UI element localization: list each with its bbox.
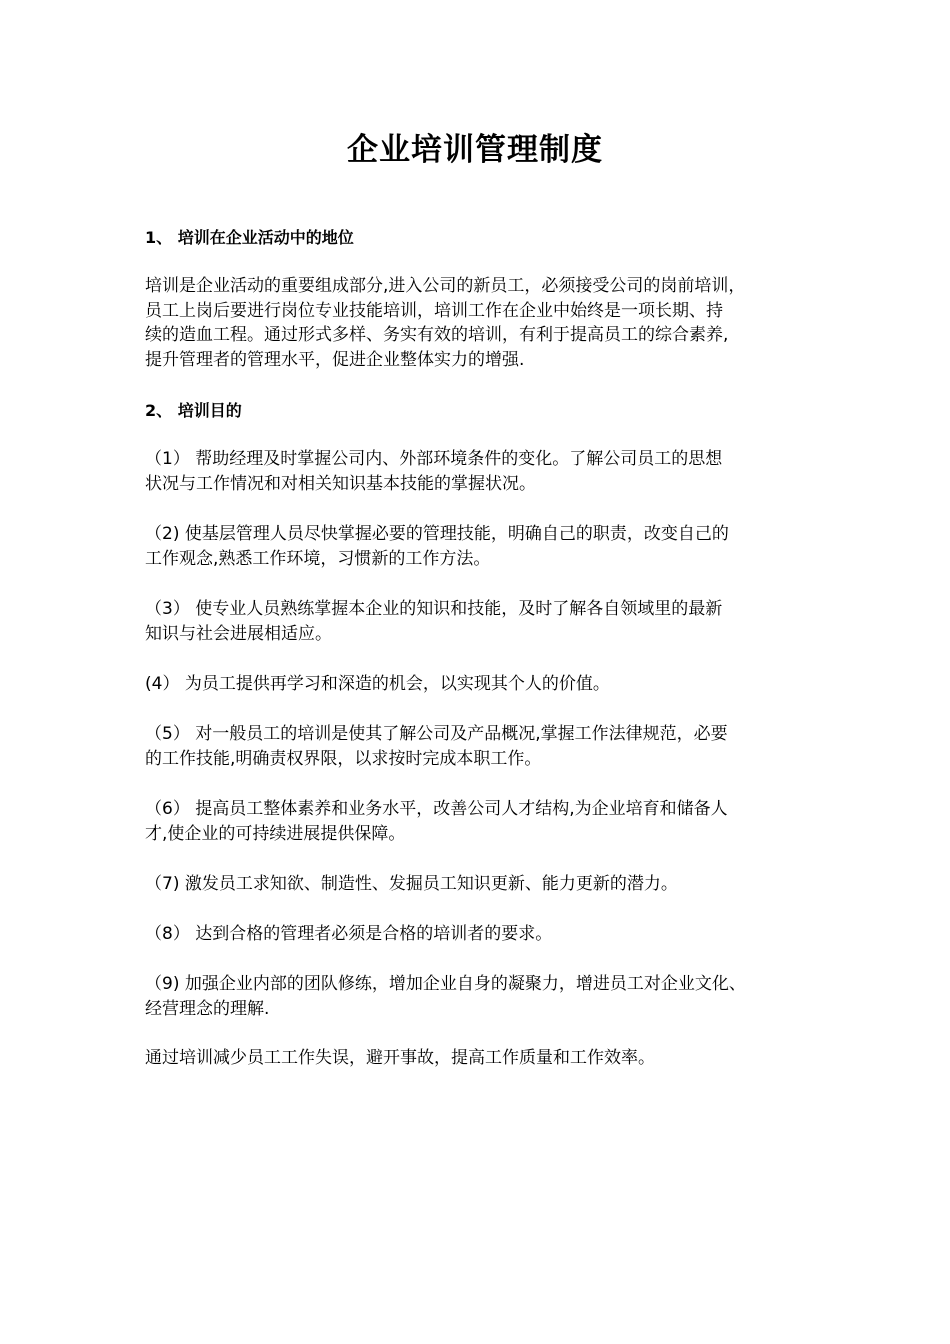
item-line: （2) 使基层管理人员尽快掌握必要的管理技能，明确自己的职责，改变自己的 <box>145 524 729 544</box>
item-line: （1） 帮助经理及时掌握公司内、外部环境条件的变化。了解公司员工的思想 <box>145 449 723 469</box>
item-line: 知识与社会进展相适应。 <box>145 623 332 644</box>
list-item-8 <box>145 922 815 947</box>
item-line: （7) 激发员工求知欲、制造性、发掘员工知识更新、能力更新的潜力。 <box>145 874 678 894</box>
document-title: 企业培训管理制度 <box>347 132 603 168</box>
item-line: （6） 提高员工整体素养和业务水平，改善公司人才结构,为企业培育和储备人 <box>145 799 728 819</box>
item-line: 状况与工作情况和对相关知识基本技能的掌握状况。 <box>145 473 536 494</box>
list-item-1 <box>145 447 815 496</box>
section-2-heading: 2、 培训目的 <box>145 401 242 420</box>
list-item-2 <box>145 522 815 571</box>
item-line: 工作观念,熟悉工作环境，习惯新的工作方法。 <box>145 548 491 569</box>
list-item-5 <box>145 722 815 771</box>
list-item-9 <box>145 972 815 1021</box>
item-line: （8） 达到合格的管理者必须是合格的培训者的要求。 <box>145 924 553 944</box>
paragraph-line: 培训是企业活动的重要组成部分,进入公司的新员工，必须接受公司的岗前培训， <box>145 276 746 296</box>
closing-line: 通过培训减少员工工作失误，避开事故，提高工作质量和工作效率。 <box>145 1048 655 1068</box>
item-line: （3） 使专业人员熟练掌握本企业的知识和技能，及时了解各自领域里的最新 <box>145 599 723 619</box>
item-line: 才,使企业的可持续进展提供保障。 <box>145 823 406 844</box>
item-line: 的工作技能,明确责权界限，以求按时完成本职工作。 <box>145 748 542 769</box>
item-line: （5） 对一般员工的培训是使其了解公司及产品概况,掌握工作法律规范，必要 <box>145 724 728 744</box>
paragraph-line: 续的造血工程。通过形式多样、务实有效的培训，有利于提高员工的综合素养, <box>145 325 729 345</box>
section-1-paragraph <box>145 274 815 372</box>
item-line: （9) 加强企业内部的团队修练，增加企业自身的凝聚力，增进员工对企业文化、 <box>145 974 746 994</box>
paragraph-line: 提升管理者的管理水平，促进企业整体实力的增强. <box>145 349 525 370</box>
section-1-heading: 1、 培训在企业活动中的地位 <box>145 228 354 247</box>
item-line: (4） 为员工提供再学习和深造的机会，以实现其个人的价值。 <box>145 674 610 694</box>
list-item-3 <box>145 597 815 646</box>
closing-paragraph <box>145 1046 815 1071</box>
list-item-7 <box>145 872 815 897</box>
list-item-6 <box>145 797 815 846</box>
item-line: 经营理念的理解. <box>145 998 270 1019</box>
list-item-4 <box>145 672 815 697</box>
paragraph-line: 员工上岗后要进行岗位专业技能培训，培训工作在企业中始终是一项长期、持 <box>145 300 723 321</box>
